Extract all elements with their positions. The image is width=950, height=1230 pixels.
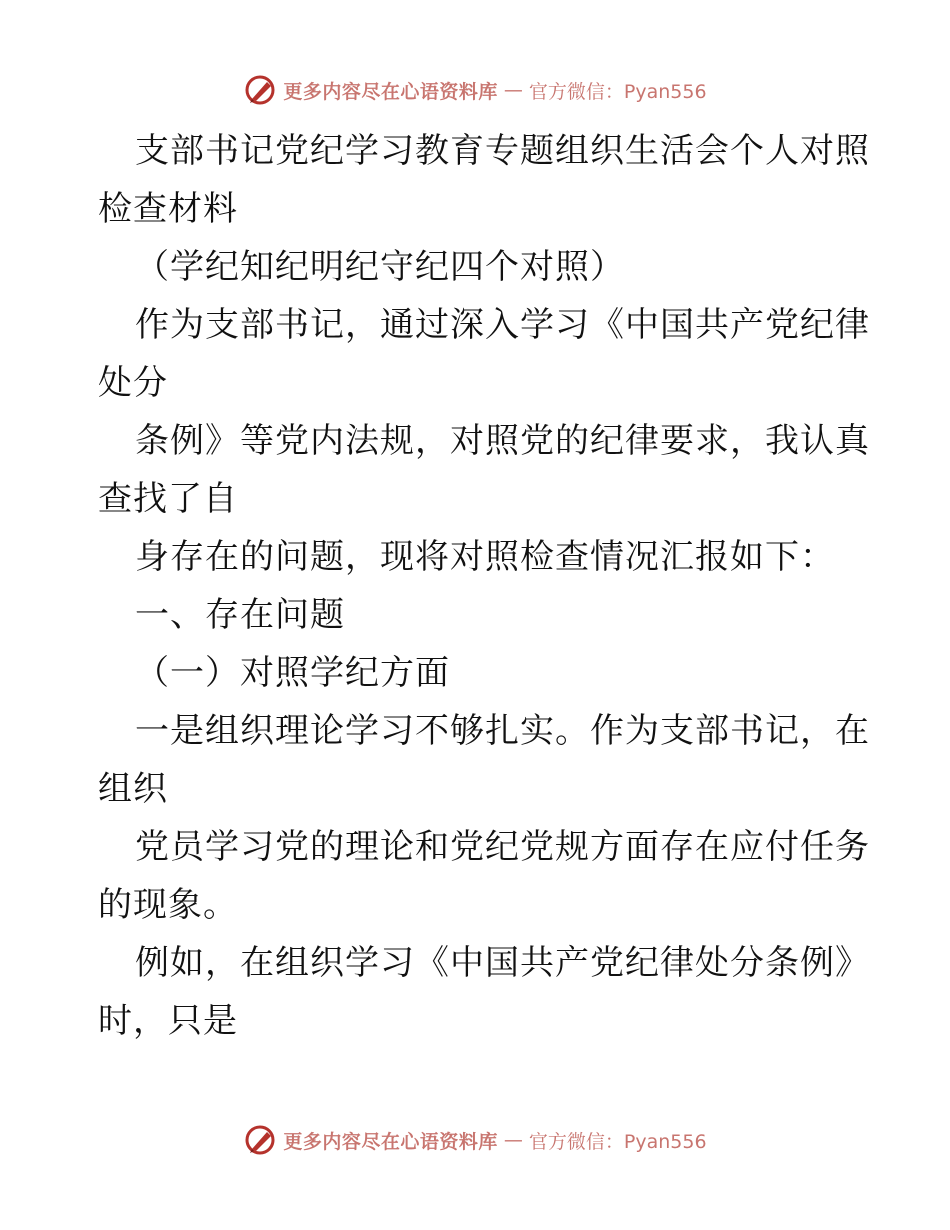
watermark-site-text: 更多内容尽在心语资料库	[283, 1130, 498, 1153]
document-line: 检查材料	[98, 189, 238, 229]
document-line: 条例》等党内法规，对照党的纪律要求，我认真	[135, 421, 870, 461]
pen-logo-icon	[243, 1123, 277, 1157]
document-body	[98, 122, 870, 1050]
document-line: 一、存在问题	[135, 595, 345, 635]
watermark-wechat-text: 官方微信：Pyan556	[528, 1130, 707, 1153]
document-line: 时，只是	[98, 1001, 238, 1041]
document-line: 的现象。	[98, 885, 238, 925]
document-line: 处分	[98, 363, 168, 403]
watermark-wechat-text: 官方微信：Pyan556	[528, 80, 707, 103]
document-line: （一）对照学纪方面	[135, 653, 450, 693]
document-line: 支部书记党纪学习教育专题组织生活会个人对照	[135, 131, 870, 171]
watermark-separator: —	[503, 1129, 523, 1151]
watermark-site-text: 更多内容尽在心语资料库	[283, 80, 498, 103]
document-line: 组织	[98, 769, 168, 809]
document-line: 一是组织理论学习不够扎实。作为支部书记，在	[135, 711, 870, 751]
watermark-separator: —	[503, 79, 523, 101]
document-line: 查找了自	[98, 479, 238, 519]
document-line: 作为支部书记，通过深入学习《中国共产党纪律	[135, 305, 870, 345]
document-line: 身存在的问题，现将对照检查情况汇报如下：	[135, 537, 835, 577]
header-watermark	[0, 70, 950, 110]
document-line: （学纪知纪明纪守纪四个对照）	[135, 247, 625, 287]
document-line: 党员学习党的理论和党纪党规方面存在应付任务	[135, 827, 870, 867]
footer-watermark	[0, 1120, 950, 1160]
pen-logo-icon	[243, 73, 277, 107]
document-line: 例如，在组织学习《中国共产党纪律处分条例》	[135, 943, 870, 983]
